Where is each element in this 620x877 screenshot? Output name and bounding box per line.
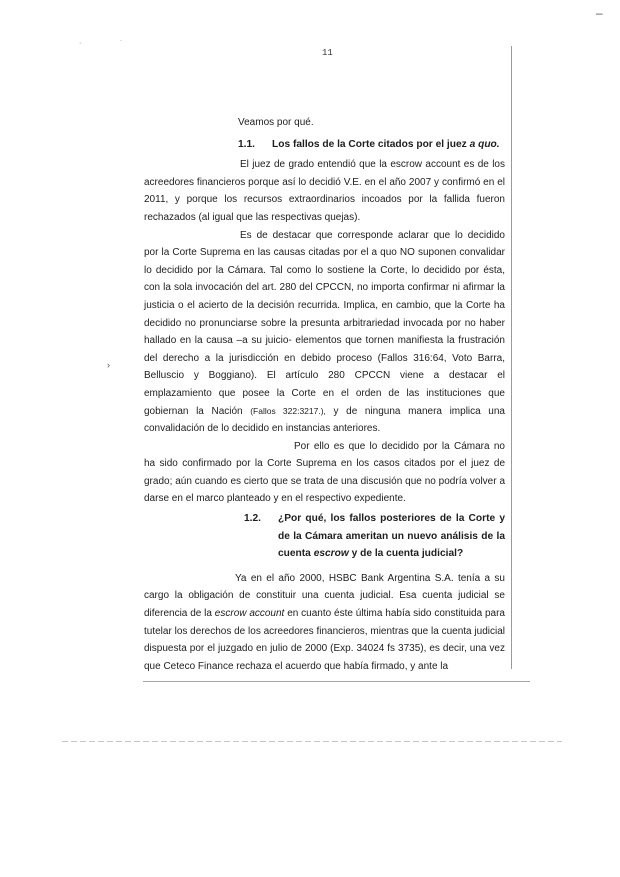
section-number: 1.2.	[244, 513, 261, 525]
section-title	[278, 510, 505, 563]
paragraph-1: El juez de grado entendió que la escrow account es de los acreedores financieros porque así lo decidió V.E. en el año 2007 y confirmó en el 2011, y porque los recursos extraordinarios incoados por la fallida fueron rechazados (al igual que las respectivas quejas).	[144, 159, 505, 223]
paragraph-2-text-end: y de ninguna manera implica una convalidación de lo decidido en instancias anteriores.	[144, 405, 505, 435]
body-text	[144, 114, 505, 675]
citation: (Fallos 322:3217.),	[250, 405, 326, 416]
paragraph-4-text: Ya en el año 2000, HSBC Bank Argentina S.A. tenía a su cargo la obligación de constituir una cuenta judicial. Esa cuenta judicial se diferencia de la	[144, 572, 505, 620]
section-title-emphasis: a quo.	[469, 138, 500, 150]
scan-speck: ·	[120, 38, 122, 44]
paragraph-2	[144, 227, 505, 438]
section-title: Los fallos de la Corte citados por el juez	[272, 138, 467, 150]
right-margin-rule	[511, 46, 512, 669]
scan-speck: ·	[79, 40, 82, 47]
section-title-text: ¿Por qué, los fallos posteriores de la Corte y de la Cámara ameritan un nuevo análisis de la cuenta	[278, 513, 505, 560]
paragraph-3: Por ello es que lo decidido por la Cámara no ha sido confirmado por la Corte Suprema en los casos citados por el juez de grado; aún cuando es cierto que se trata de una discusión que no podría volver a darse en el marco planteado y en el respectivo expediente.	[144, 440, 505, 505]
paragraph-2-text: Es de destacar que corresponde aclarar que lo decidido por la Corte Suprema en las causas citadas por el a quo NO suponen convalidar lo decidido por la Cámara. Tal como lo sostiene la Corte, lo decidido por ésta, con la sola invocación del art. 280 del CPCCN, no importa confirmar ni afirmar la justicia o el acierto de la decisión recurrida. Implica, en cambio, que la Corte ha decidido no pronunciarse sobre la presunta arbitrariedad invocada por no haber hallado en la causa –a su juicio- elementos que tornen manifiesta la frustración del derecho a la jurisdicción en debido proceso (Fallos 316:64, Voto Barra, Belluscio y Boggiano). El artículo 280 CPCCN viene a destacar el emplazamiento que posee la Corte en el orden de las instituciones que gobiernan la Nación	[144, 229, 505, 417]
bottom-rule	[143, 681, 530, 682]
paragraph-4-emphasis: escrow account	[214, 608, 285, 620]
section-title-emphasis: escrow	[313, 548, 349, 560]
intro-line: Veamos por qué.	[238, 117, 314, 128]
section-heading-1-2	[244, 510, 505, 563]
section-title-text-end: y de la cuenta judicial?	[351, 548, 464, 560]
section-number: 1.1.	[238, 138, 255, 150]
page-number: 11	[322, 48, 333, 58]
paragraph-4-text-end: en cuanto éste última había sido constituida para tutelar los derechos de los acreedores financieros, mientras que la cuenta judicial dispuesta por el juzgado en julio de 2000 (Exp. 34024 fs 3735), es decir, una vez que Ceteco Finance rechaza el acuerdo que había firmado, y ante la	[144, 608, 505, 672]
scan-faint-rule	[62, 741, 562, 742]
scan-speck: ›	[107, 360, 110, 370]
section-heading-1-1	[238, 136, 505, 154]
paragraph-4	[144, 570, 505, 676]
scan-dash-mark: –	[596, 6, 603, 20]
